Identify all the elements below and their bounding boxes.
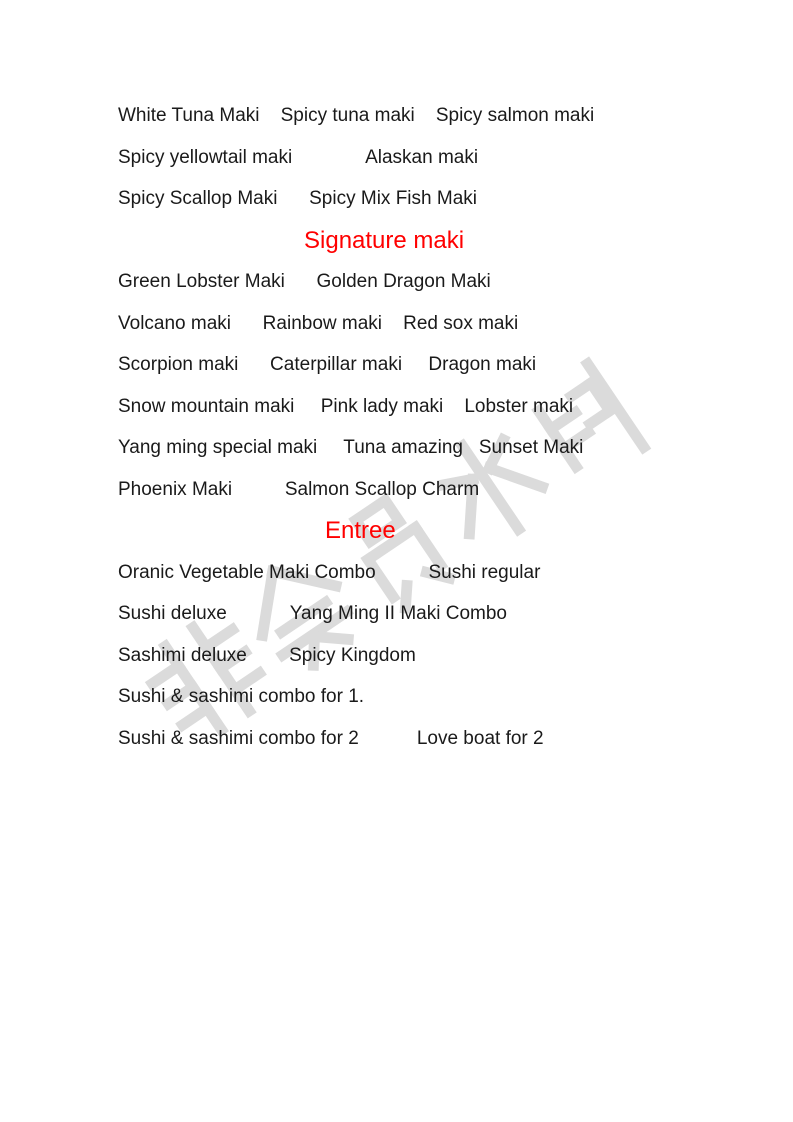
- menu-line: Spicy Scallop Maki Spicy Mix Fish Maki: [118, 188, 477, 209]
- section-heading-entree: Entree: [325, 517, 396, 544]
- menu-line: Phoenix Maki Salmon Scallop Charm: [118, 478, 480, 500]
- section-heading-signature-maki: Signature maki: [304, 226, 465, 254]
- menu-line: Green Lobster Maki Golden Dragon Maki: [118, 271, 491, 292]
- menu-line: Scorpion maki Caterpillar maki Dragon maki: [118, 354, 537, 375]
- menu-line: Sushi & sashimi combo for 2 Love boat for 2: [118, 727, 544, 749]
- menu-line: Sushi deluxe Yang Ming II Maki Combo: [118, 603, 507, 624]
- menu-line: White Tuna Maki Spicy tuna maki Spicy salmon maki: [118, 105, 595, 126]
- menu-line: Oranic Vegetable Maki Combo Sushi regular: [118, 561, 541, 583]
- menu-line: Sashimi deluxe Spicy Kingdom: [118, 644, 416, 666]
- menu-line: Spicy yellowtail maki Alaskan maki: [118, 146, 479, 168]
- menu-line: Snow mountain maki Pink lady maki Lobster maki: [118, 395, 574, 417]
- menu-line: Volcano maki Rainbow maki Red sox maki: [118, 312, 519, 334]
- menu-line: Yang ming special maki Tuna amazing Sunset Maki: [118, 437, 584, 458]
- menu-line: Sushi & sashimi combo for 1.: [118, 686, 365, 707]
